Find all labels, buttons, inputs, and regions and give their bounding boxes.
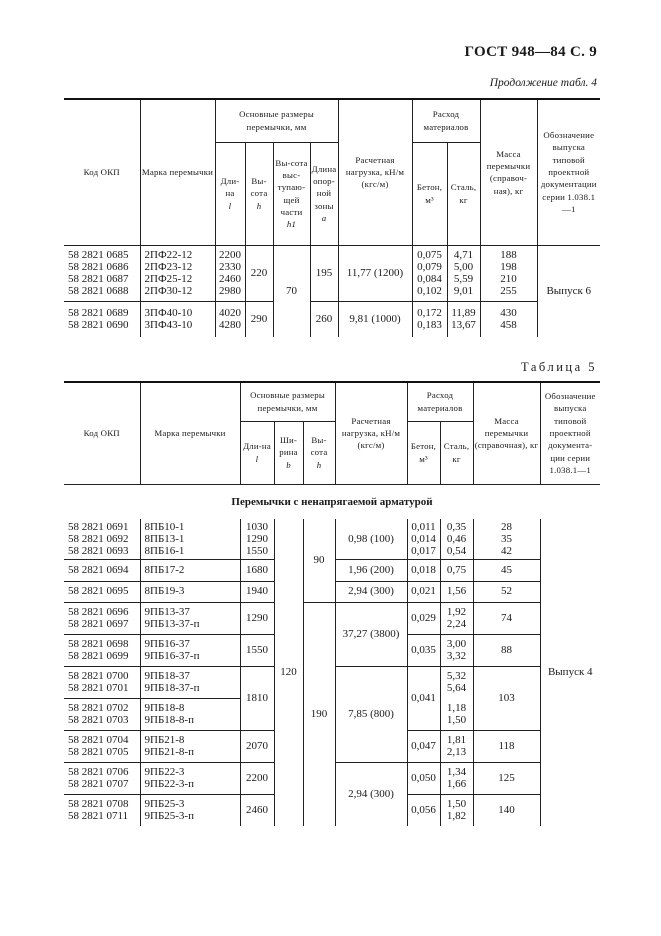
height-a-value: 90: [303, 519, 335, 602]
r6-marks: 9ПБ18-37 9ПБ18-37-п: [140, 666, 240, 698]
table-continuation-caption: Продолжение табл. 4: [489, 77, 597, 89]
t5-col-mass-header: Масса перемычки (справочная), кг: [473, 382, 540, 484]
r1-marks: 8ПБ10-1 8ПБ13-1 8ПБ16-1: [140, 519, 240, 559]
r8-concrete: 0,047: [407, 730, 440, 762]
group1-codes: 58 2821 0685 58 2821 0686 58 2821 0687 58 2821 0688: [64, 245, 140, 301]
group1-load: 11,77 (1200): [338, 245, 412, 301]
r5-mass: 88: [473, 634, 540, 666]
r3-length: 1940: [240, 581, 274, 602]
col-issue-header: Обозначение выпуска типовой проектной документации серии 1.038.1—1: [537, 99, 600, 245]
r1-mass: 28 35 42: [473, 519, 540, 559]
r3-mass: 52: [473, 581, 540, 602]
t5-col-concrete-header: Бетон, м³: [407, 421, 440, 484]
group2-support: 260: [310, 301, 338, 337]
r9-steel: 1,34 1,66: [440, 762, 473, 794]
r6-mass: 103: [473, 666, 540, 730]
col-main-dims-header: Основные размеры перемычки, мм: [215, 99, 338, 142]
group2-height: 290: [245, 301, 273, 337]
r8-codes: 58 2821 0704 58 2821 0705: [64, 730, 140, 762]
r4-load: 37,27 (3800): [335, 602, 407, 666]
r10-codes: 58 2821 0708 58 2821 0711: [64, 794, 140, 826]
r4-steel: 1,92 2,24: [440, 602, 473, 634]
r1-concrete: 0,011 0,014 0,017: [407, 519, 440, 559]
r5-steel: 3,00 3,32: [440, 634, 473, 666]
col-load-header: Расчетная нагрузка, кН/м (кгс/м): [338, 99, 412, 245]
group1-marks: 2ПФ22-12 2ПФ23-12 2ПФ25-12 2ПФ30-12: [140, 245, 215, 301]
r7-marks: 9ПБ18-8 9ПБ18-8-п: [140, 698, 240, 730]
col-mass-header: Масса перемычки (справоч-ная), кг: [480, 99, 537, 245]
r6-concrete: 0,041: [407, 666, 440, 730]
r1-codes: 58 2821 0691 58 2821 0692 58 2821 0693: [64, 519, 140, 559]
t5-col-main-dims-header: Основные размеры перемычки, мм: [240, 382, 335, 421]
r10-steel: 1,50 1,82: [440, 794, 473, 826]
t5-col-height-header: Вы-сота h: [303, 421, 335, 484]
r2-code: 58 2821 0694: [64, 559, 140, 581]
col-length-header: Дли-на l: [215, 142, 245, 245]
group1-steel: 4,71 5,00 5,59 9,01: [447, 245, 480, 301]
t5-col-issue-header: Обозначение выпуска типовой проектной документа-ции серии 1.038.1—1: [540, 382, 600, 484]
col-protrusion-header: Вы-сота выс-тупаю-щей части h1: [273, 142, 310, 245]
t5-issue-value: Выпуск 4: [547, 666, 593, 679]
t5-col-length-header: Дли-на l: [240, 421, 274, 484]
r8-marks: 9ПБ21-8 9ПБ21-8-п: [140, 730, 240, 762]
r5-marks: 9ПБ16-37 9ПБ16-37-п: [140, 634, 240, 666]
height-b-value: 190: [303, 602, 335, 826]
r4-length: 1290: [240, 602, 274, 634]
col-steel-header: Сталь, кг: [447, 142, 480, 245]
r2-steel: 0,75: [440, 559, 473, 581]
table-4: [64, 98, 600, 337]
r4-marks: 9ПБ13-37 9ПБ13-37-п: [140, 602, 240, 634]
group2-concrete: 0,172 0,183: [412, 301, 447, 337]
r9-length: 2200: [240, 762, 274, 794]
r3-steel: 1,56: [440, 581, 473, 602]
r4-codes: 58 2821 0696 58 2821 0697: [64, 602, 140, 634]
group2-lengths: 4020 4280: [215, 301, 245, 337]
r8-mass: 118: [473, 730, 540, 762]
section-title: Перемычки с ненапрягаемой арматурой: [231, 495, 433, 508]
r9-mass: 125: [473, 762, 540, 794]
group2-steel: 11,89 13,67: [447, 301, 480, 337]
r4-concrete: 0,029: [407, 602, 440, 634]
group2-marks: 3ПФ40-10 3ПФ43-10: [140, 301, 215, 337]
page-header: ГОСТ 948—84 С. 9: [464, 44, 597, 60]
table-5: [64, 381, 600, 826]
group1-height: 220: [245, 245, 273, 301]
issue-value: Выпуск 6: [546, 285, 592, 298]
r6-load: 7,85 (800): [335, 666, 407, 762]
width-value: 120: [274, 519, 303, 826]
group1-lengths: 2200 2330 2460 2980: [215, 245, 245, 301]
r5-length: 1550: [240, 634, 274, 666]
r1-lengths: 1030 1290 1550: [240, 519, 274, 559]
r2-concrete: 0,018: [407, 559, 440, 581]
t5-col-load-header: Расчетная нагрузка, кН/м (кгс/м): [335, 382, 407, 484]
r2-load: 1,96 (200): [335, 559, 407, 581]
r3-mark: 8ПБ19-3: [140, 581, 240, 602]
col-support-header: Длина опор-ной зоны a: [310, 142, 338, 245]
col-concrete-header: Бетон, м³: [412, 142, 447, 245]
r3-load: 2,94 (300): [335, 581, 407, 602]
r1-steel: 0,35 0,46 0,54: [440, 519, 473, 559]
r2-mark: 8ПБ17-2: [140, 559, 240, 581]
r10-concrete: 0,056: [407, 794, 440, 826]
r8-steel: 1,81 2,13: [440, 730, 473, 762]
r6-steel: 5,32 5,64: [440, 666, 473, 698]
col-height-header: Вы-сота h: [245, 142, 273, 245]
r2-mass: 45: [473, 559, 540, 581]
r3-concrete: 0,021: [407, 581, 440, 602]
r9-codes: 58 2821 0706 58 2821 0707: [64, 762, 140, 794]
group2-codes: 58 2821 0689 58 2821 0690: [64, 301, 140, 337]
col-mark-header: Марка перемычки: [140, 99, 215, 245]
r7-steel: 1,18 1,50: [440, 698, 473, 730]
protrusion-value: 70: [273, 245, 310, 337]
table-5-caption: Таблица 5: [521, 360, 597, 374]
group1-support: 195: [310, 245, 338, 301]
col-consumption-header: Расход материалов: [412, 99, 480, 142]
group2-mass: 430 458: [480, 301, 537, 337]
t5-col-consumption-header: Расход материалов: [407, 382, 473, 421]
t5-col-steel-header: Сталь, кг: [440, 421, 473, 484]
r6-length: 1810: [240, 666, 274, 730]
r1-load: 0,98 (100): [335, 519, 407, 559]
r7-codes: 58 2821 0702 58 2821 0703: [64, 698, 140, 730]
group1-mass: 188 198 210 255: [480, 245, 537, 301]
r10-mass: 140: [473, 794, 540, 826]
r8-length: 2070: [240, 730, 274, 762]
r6-codes: 58 2821 0700 58 2821 0701: [64, 666, 140, 698]
r9-concrete: 0,050: [407, 762, 440, 794]
r5-codes: 58 2821 0698 58 2821 0699: [64, 634, 140, 666]
r10-length: 2460: [240, 794, 274, 826]
t5-col-code-header: Код ОКП: [64, 382, 140, 484]
r2-length: 1680: [240, 559, 274, 581]
r4-mass: 74: [473, 602, 540, 634]
r10-marks: 9ПБ25-3 9ПБ25-3-п: [140, 794, 240, 826]
t5-col-mark-header: Марка перемычки: [140, 382, 240, 484]
col-code-header: Код ОКП: [64, 99, 140, 245]
group2-load: 9,81 (1000): [338, 301, 412, 337]
r9-marks: 9ПБ22-3 9ПБ22-3-п: [140, 762, 240, 794]
t5-col-width-header: Ши-рина b: [274, 421, 303, 484]
group1-concrete: 0,075 0,079 0,084 0,102: [412, 245, 447, 301]
r9-load: 2,94 (300): [335, 762, 407, 826]
r5-concrete: 0,035: [407, 634, 440, 666]
r3-code: 58 2821 0695: [64, 581, 140, 602]
